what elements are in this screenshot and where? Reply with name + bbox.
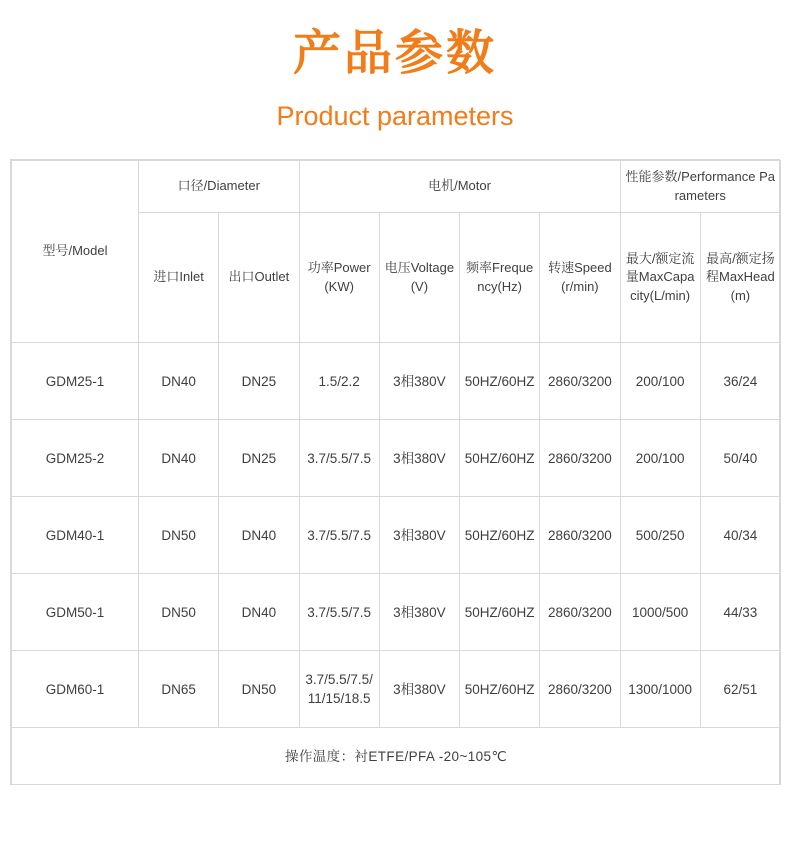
col-header-diameter: 口径/Diameter [139, 161, 300, 213]
cell-power: 3.7/5.5/7.5 [299, 574, 379, 651]
spec-table-head [12, 161, 781, 343]
col-header-max-head: 最高/额定扬程MaxHead(m) [700, 213, 780, 343]
cell-speed: 2860/3200 [540, 420, 620, 497]
cell-max-head: 44/33 [700, 574, 780, 651]
cell-max-head: 40/34 [700, 497, 780, 574]
table-row [12, 420, 781, 497]
cell-power: 3.7/5.5/7.5 [299, 497, 379, 574]
col-header-motor: 电机/Motor [299, 161, 620, 213]
cell-frequency: 50HZ/60HZ [460, 420, 540, 497]
cell-max-head: 62/51 [700, 651, 780, 728]
col-header-max-flow: 最大/额定流量MaxCapacity(L/min) [620, 213, 700, 343]
cell-inlet: DN50 [139, 574, 219, 651]
cell-frequency: 50HZ/60HZ [460, 497, 540, 574]
cell-max-flow: 200/100 [620, 343, 700, 420]
table-row [12, 343, 781, 420]
cell-frequency: 50HZ/60HZ [460, 343, 540, 420]
cell-speed: 2860/3200 [540, 651, 620, 728]
spec-table-body [12, 343, 781, 785]
cell-max-flow: 200/100 [620, 420, 700, 497]
operating-temperature-note: 操作温度：衬ETFE/PFA -20~105℃ [12, 728, 781, 785]
cell-inlet: DN50 [139, 497, 219, 574]
page-header [0, 0, 790, 132]
col-header-frequency: 频率Frequency(Hz) [460, 213, 540, 343]
header-row-groups [12, 161, 781, 213]
cell-voltage: 3相380V [379, 651, 459, 728]
col-header-inlet: 进口Inlet [139, 213, 219, 343]
col-header-speed: 转速Speed(r/min) [540, 213, 620, 343]
cell-voltage: 3相380V [379, 574, 459, 651]
cell-model: GDM25-2 [12, 420, 139, 497]
cell-max-flow: 1300/1000 [620, 651, 700, 728]
col-header-outlet: 出口Outlet [219, 213, 299, 343]
table-row [12, 497, 781, 574]
cell-power: 3.7/5.5/7.5/11/15/18.5 [299, 651, 379, 728]
cell-speed: 2860/3200 [540, 497, 620, 574]
cell-voltage: 3相380V [379, 420, 459, 497]
cell-outlet: DN40 [219, 574, 299, 651]
cell-voltage: 3相380V [379, 343, 459, 420]
page-title-en: Product parameters [276, 101, 514, 131]
cell-model: GDM25-1 [12, 343, 139, 420]
table-footer-row [12, 728, 781, 785]
cell-max-head: 50/40 [700, 420, 780, 497]
table-row [12, 651, 781, 728]
cell-speed: 2860/3200 [540, 574, 620, 651]
cell-outlet: DN40 [219, 497, 299, 574]
cell-model: GDM40-1 [12, 497, 139, 574]
cell-max-flow: 500/250 [620, 497, 700, 574]
cell-power: 3.7/5.5/7.5 [299, 420, 379, 497]
spec-table-container [10, 159, 780, 785]
cell-outlet: DN25 [219, 420, 299, 497]
cell-voltage: 3相380V [379, 497, 459, 574]
cell-model: GDM60-1 [12, 651, 139, 728]
page-title-cn: 产品参数 [292, 27, 497, 80]
cell-model: GDM50-1 [12, 574, 139, 651]
cell-frequency: 50HZ/60HZ [460, 651, 540, 728]
cell-max-flow: 1000/500 [620, 574, 700, 651]
table-row [12, 574, 781, 651]
col-header-power: 功率Power(KW) [299, 213, 379, 343]
col-header-voltage: 电压Voltage(V) [379, 213, 459, 343]
spec-table [11, 160, 781, 785]
cell-inlet: DN65 [139, 651, 219, 728]
cell-outlet: DN25 [219, 343, 299, 420]
col-header-model: 型号/Model [12, 161, 139, 343]
col-header-performance: 性能参数/Performance Parameters [620, 161, 781, 213]
cell-frequency: 50HZ/60HZ [460, 574, 540, 651]
cell-power: 1.5/2.2 [299, 343, 379, 420]
cell-inlet: DN40 [139, 343, 219, 420]
cell-inlet: DN40 [139, 420, 219, 497]
cell-speed: 2860/3200 [540, 343, 620, 420]
cell-max-head: 36/24 [700, 343, 780, 420]
cell-outlet: DN50 [219, 651, 299, 728]
